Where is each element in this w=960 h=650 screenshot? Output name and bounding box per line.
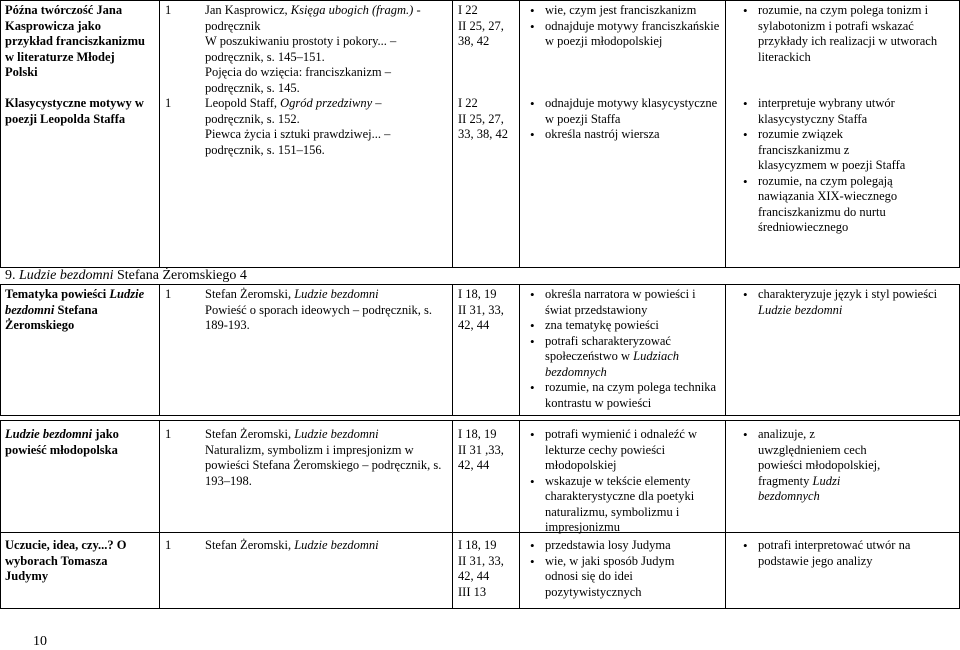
row3-hours: 1 bbox=[165, 287, 172, 301]
row1-extended-list bbox=[737, 3, 955, 65]
row2-hours: 1 bbox=[165, 96, 172, 110]
row5-extended-list bbox=[737, 538, 912, 569]
list-item: • przedstawia losy Judyma bbox=[524, 538, 704, 554]
row1-reading: Jan Kasprowicz, Księga ubogich (fragm.) - podręcznik W poszukiwaniu prostoty i pokory... – podręcznik, s. 145–151. Pojęcia do wzięcia: franciszkanizm – podręcznik, s. 145. bbox=[205, 3, 421, 95]
row2-basic-list bbox=[524, 96, 722, 143]
list-item: • zna tematykę powieści bbox=[524, 318, 722, 334]
row3-topic: Tematyka powieści Ludzie bezdomni Stefana Żeromskiego bbox=[5, 287, 145, 332]
list-item: • określa nastrój wiersza bbox=[524, 127, 722, 143]
row2-reading: Leopold Staff, Ogród przedziwny – podręcznik, s. 152. Piewca życia i sztuki prawdziwej... – podręcznik, s. 151–156. bbox=[205, 96, 391, 157]
list-item: • charakteryzuje język i styl powieści Ludzie bezdomni bbox=[737, 287, 955, 318]
list-item: • potrafi wymienić i odnaleźć w lekturze cechy powieści młodopolskiej bbox=[524, 427, 704, 474]
row3-basic-list bbox=[524, 287, 722, 411]
row4-hours: 1 bbox=[165, 427, 172, 441]
page-number: 10 bbox=[33, 634, 47, 649]
row5-reading: Stefan Żeromski, Ludzie bezdomni bbox=[205, 538, 379, 552]
list-item: • rozumie, na czym polegają nawiązania XIX-wiecznego franciszkanizmu do nurtu średniowiecznego bbox=[737, 174, 917, 236]
row3-reading: Stefan Żeromski, Ludzie bezdomni Powieść o sporach ideowych – podręcznik, s. 189-193. bbox=[205, 287, 433, 332]
list-item: • określa narratora w powieści i świat przedstawiony bbox=[524, 287, 722, 318]
row3-requirements: I 18, 19 II 31, 33, 42, 44 bbox=[458, 287, 504, 332]
list-item: • wie, czym jest franciszkanizm bbox=[524, 3, 722, 19]
row4-reading: Stefan Żeromski, Ludzie bezdomni Naturalizm, symbolizm i impresjonizm w powieści Stefana Żeromskiego – podręcznik, s. 193–198. bbox=[205, 427, 442, 488]
row4-requirements: I 18, 19 II 31 ,33, 42, 44 bbox=[458, 427, 504, 472]
list-item: • odnajduje motywy klasycystyczne w poezji Staffa bbox=[524, 96, 722, 127]
row1-basic-list bbox=[524, 3, 722, 50]
row2-extended-list bbox=[737, 96, 917, 236]
row5-topic: Uczucie, idea, czy...? O wyborach Tomasza Judymy bbox=[5, 538, 127, 583]
row2-topic: Klasycystyczne motywy w poezji Leopolda Staffa bbox=[5, 96, 144, 126]
row4-extended-list bbox=[737, 427, 897, 505]
row3-extended-list bbox=[737, 287, 955, 318]
row5-hours: 1 bbox=[165, 538, 172, 552]
list-item: • analizuje, z uwzględnieniem cech powieści młodopolskiej, fragmenty Ludzi bezdomnych bbox=[737, 427, 897, 505]
row2-requirements: I 22 II 25, 27, 33, 38, 42 bbox=[458, 96, 508, 141]
row1-requirements: I 22 II 25, 27, 38, 42 bbox=[458, 3, 504, 48]
list-item: • odnajduje motywy franciszkańskie w poezji młodopolskiej bbox=[524, 19, 722, 50]
list-item: • rozumie związek franciszkanizmu z klasycyzmem w poezji Staffa bbox=[737, 127, 917, 174]
list-item: • wie, w jaki sposób Judym odnosi się do idei pozytywistycznych bbox=[524, 554, 704, 601]
list-item: • potrafi interpretować utwór na podstawie jego analizy bbox=[737, 538, 912, 569]
row5-requirements: I 18, 19 II 31, 33, 42, 44 III 13 bbox=[458, 538, 504, 599]
list-item: • interpretuje wybrany utwór klasycystyczny Staffa bbox=[737, 96, 917, 127]
list-item: • rozumie, na czym polega tonizm i sylabotonizm i potrafi wskazać przykłady ich realizacji w utworach literackich bbox=[737, 3, 955, 65]
list-item: • potrafi scharakteryzować społeczeństwo w Ludziach bezdomnych bbox=[524, 334, 722, 381]
list-item: • rozumie, na czym polega technika kontrastu w powieści bbox=[524, 380, 722, 411]
section-heading: 9. Ludzie bezdomni Stefana Żeromskiego 4 bbox=[5, 268, 247, 283]
row1-topic: Późna twórczość Jana Kasprowicza jako przykład franciszkanizmu w literaturze Młodej Polski bbox=[5, 3, 145, 79]
row1-hours: 1 bbox=[165, 3, 172, 17]
list-item: • wskazuje w tekście elementy charakterystyczne dla poetyki naturalizmu, symbolizmu i impresjonizmu bbox=[524, 474, 704, 536]
row5-basic-list bbox=[524, 538, 704, 600]
row4-topic: Ludzie bezdomni jako powieść młodopolska bbox=[5, 427, 119, 457]
row4-basic-list bbox=[524, 427, 704, 536]
